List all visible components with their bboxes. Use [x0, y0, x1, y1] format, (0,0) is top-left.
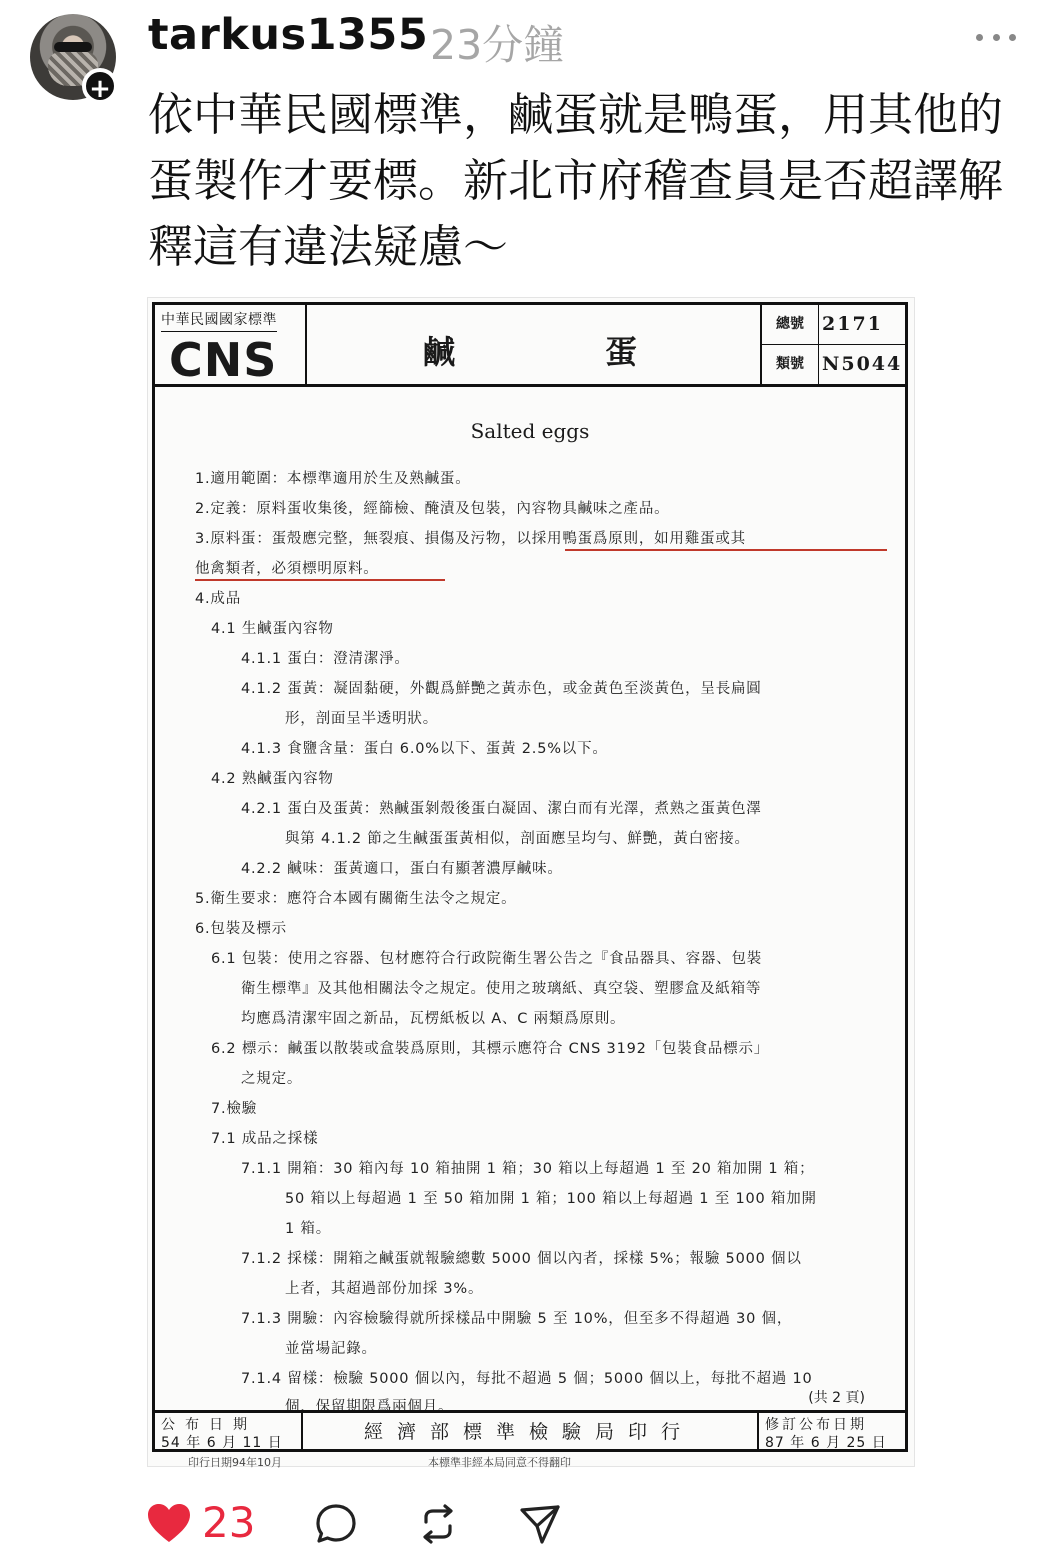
- doc-line: 4.1 生鹹蛋內容物: [211, 621, 334, 637]
- publish-date-value: 54 年 6 月 11 日: [161, 1435, 283, 1451]
- doc-line: 與第 4.1.2 節之生鹹蛋蛋黃相似，剖面應呈均勻、鮮艷，黃白密接。: [285, 831, 750, 847]
- cns-logo: CNS: [169, 333, 278, 387]
- document-title: [305, 305, 760, 384]
- revision-date-value: 87 年 6 月 25 日: [765, 1435, 887, 1451]
- revision-date-label: 修訂公布日期: [765, 1417, 867, 1433]
- doc-line: 7.1.2 採樣：開箱之鹹蛋就報驗總數 5000 個以內者，採樣 5%；報驗 5000 個以: [241, 1251, 802, 1267]
- doc-line: 4.2.2 鹹味：蛋黃適口，蛋白有顯著濃厚鹹味。: [241, 861, 563, 877]
- doc-line: 他禽類者，必須標明原料。: [195, 561, 379, 577]
- publish-date-label: 公布日期: [161, 1417, 257, 1433]
- heart-icon[interactable]: [146, 1502, 192, 1544]
- username[interactable]: tarkus1355: [148, 10, 429, 60]
- cns-box: [155, 305, 307, 387]
- document-subtitle: Salted eggs: [470, 419, 590, 443]
- copyright-notice: 本標準非經本局同意不得翻印: [428, 1456, 571, 1469]
- red-underline: [195, 579, 445, 581]
- red-underline: [565, 549, 887, 551]
- more-options-icon[interactable]: [976, 22, 1016, 52]
- doc-line: 7.1.4 留樣：檢驗 5000 個以內，每批不超過 5 個；5000 個以上，每批不超過 10: [241, 1371, 813, 1387]
- doc-line: 6.2 標示：鹹蛋以散裝或盒裝爲原則，其標示應符合 CNS 3192「包裝食品標示」: [211, 1041, 770, 1057]
- class-number-label: 類號: [762, 345, 819, 384]
- avatar-sunglasses: [54, 42, 92, 52]
- class-number-value: N5044: [822, 353, 903, 375]
- doc-line: 7.1.1 開箱：30 箱內每 10 箱抽開 1 箱；30 箱以上每超過 1 至 20 箱加開 1 箱；: [241, 1161, 815, 1177]
- doc-line: 之規定。: [241, 1071, 303, 1087]
- doc-line: 6.1 包裝：使用之容器、包材應符合行政院衛生署公告之『食品器具、容器、包裝: [211, 951, 763, 967]
- doc-line: 4.2.1 蛋白及蛋黃：熟鹹蛋剝殼後蛋白凝固、潔白而有光澤，煮熟之蛋黃色澤: [241, 801, 762, 817]
- doc-line: 7.1 成品之採樣: [211, 1131, 319, 1147]
- total-number-label: 總號: [762, 305, 819, 344]
- repost-icon[interactable]: [416, 1502, 460, 1546]
- title-char-1: 鹹: [423, 333, 456, 371]
- document-footer: [155, 1410, 905, 1450]
- doc-line: 50 箱以上每超過 1 至 50 箱加開 1 箱；100 箱以上每超過 1 至 100 箱加開: [285, 1191, 817, 1207]
- doc-line: 個，保留期限爲兩個月。: [285, 1399, 454, 1415]
- doc-line: 4.1.2 蛋黃：凝固黏硬，外觀爲鮮艷之黃赤色，或金黃色至淡黃色，呈長扁圓: [241, 681, 762, 697]
- doc-line: 4.2 熟鹹蛋內容物: [211, 771, 334, 787]
- post-text: 依中華民國標準，鹹蛋就是鴨蛋，用其他的蛋製作才要標。新北市府稽查員是否超譯解釋這有違法疑慮～: [148, 88, 1004, 273]
- printer-name: 經濟部標準檢驗局印行: [363, 1421, 694, 1443]
- share-icon[interactable]: [518, 1502, 562, 1546]
- document-header: [155, 305, 905, 387]
- document-body: [155, 387, 905, 1417]
- comment-icon[interactable]: [314, 1502, 358, 1546]
- doc-line: 3.原料蛋：蛋殼應完整，無裂痕、損傷及污物，以採用鴨蛋爲原則，如用雞蛋或其: [195, 531, 746, 547]
- doc-line: 1 箱。: [285, 1221, 332, 1237]
- publish-date-cell: [155, 1413, 303, 1451]
- doc-line: 4.1.1 蛋白：澄清潔淨。: [241, 651, 410, 667]
- doc-line: 4.成品: [195, 591, 242, 607]
- doc-line: 均應爲清潔牢固之新品，瓦楞紙板以 A、C 兩類爲原則。: [241, 1011, 626, 1027]
- doc-line: 7.檢驗: [211, 1101, 258, 1117]
- revision-date-cell: [757, 1413, 907, 1451]
- follow-plus-icon[interactable]: +: [82, 68, 118, 104]
- doc-line: 7.1.3 開驗：內容檢驗得就所採樣品中開驗 5 至 10%，但至多不得超過 30 個，: [241, 1311, 793, 1327]
- number-box: [760, 305, 905, 384]
- doc-line: 5.衛生要求：應符合本國有關衛生法令之規定。: [195, 891, 517, 907]
- like-count[interactable]: 23: [202, 1498, 256, 1547]
- print-date: 印行日期94年10月: [188, 1456, 282, 1469]
- org-label: 中華民國國家標準: [161, 309, 277, 332]
- action-bar: [146, 1494, 606, 1554]
- doc-line: 並當場記錄。: [285, 1341, 377, 1357]
- document-frame: [152, 302, 908, 1452]
- post-timestamp: 23分鐘: [430, 21, 565, 69]
- page-count: (共 2 頁): [808, 1390, 865, 1406]
- doc-line: 4.1.3 食鹽含量：蛋白 6.0%以下、蛋黃 2.5%以下。: [241, 741, 608, 757]
- doc-line: 衛生標準』及其他相關法令之規定。使用之玻璃紙、真空袋、塑膠盒及紙箱等: [241, 981, 762, 997]
- doc-line: 2.定義：原料蛋收集後，經篩檢、醃漬及包裝，內容物具鹹味之產品。: [195, 501, 670, 517]
- post-image[interactable]: [148, 298, 914, 1469]
- doc-line: 上者，其超過部份加採 3%。: [285, 1281, 484, 1297]
- doc-line: 6.包裝及標示: [195, 921, 287, 937]
- doc-line: 1.適用範圍：本標準適用於生及熟鹹蛋。: [195, 471, 471, 487]
- total-number-value: 2171: [822, 313, 883, 335]
- title-char-2: 蛋: [605, 333, 638, 371]
- doc-line: 形，剖面呈半透明狀。: [285, 711, 438, 727]
